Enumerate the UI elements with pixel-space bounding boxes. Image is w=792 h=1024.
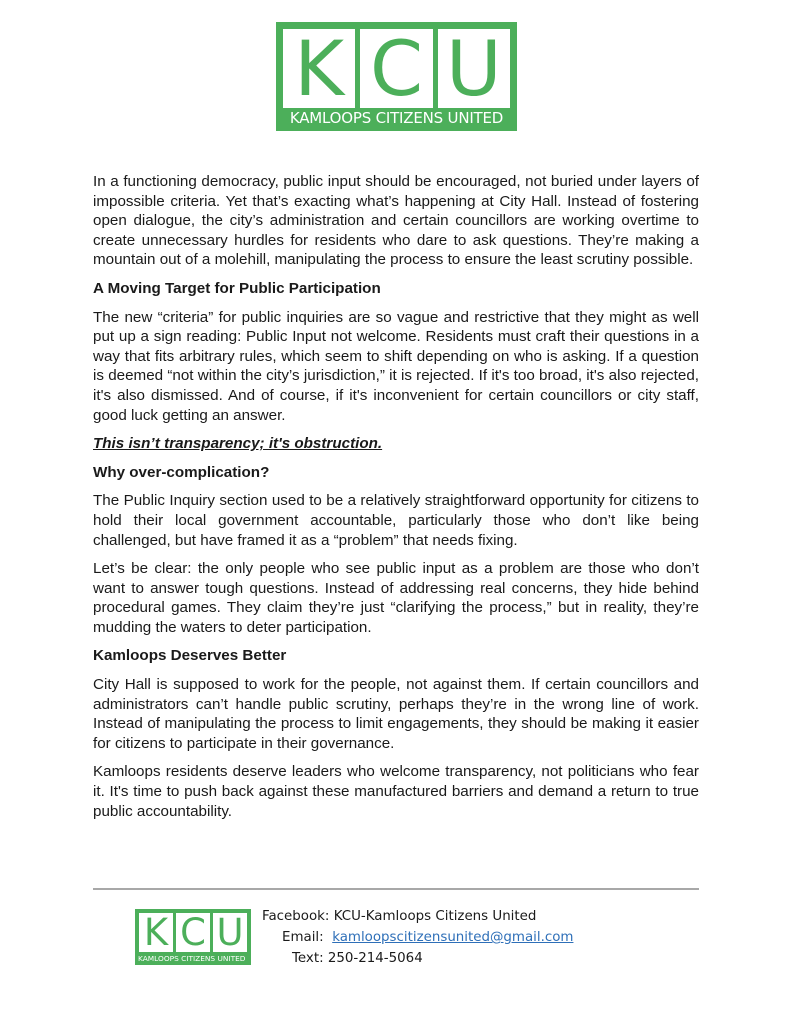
contact-facebook	[262, 906, 573, 927]
intro-paragraph: In a functioning democracy, public input should be encouraged, not buried under layers of impossible criteria. Yet that’s exacting what’s happening at City Hall. Instead of fostering open dialogue, the city’s administration and certain councillors are working overtime to create unnecessary hurdles for residents who dare to ask questions. They’re making a mountain out of a molehill, manipulating the process to ensure the least scrutiny possible.	[93, 173, 699, 269]
footer-logo-letter-c: C	[176, 913, 210, 952]
text-phone-number: 250-214-5064	[327, 951, 423, 966]
article-body	[93, 172, 699, 830]
email-label: Email:	[282, 930, 324, 945]
contact-email	[262, 927, 573, 948]
contact-info	[262, 906, 573, 969]
logo-tagline: KAMLOOPS CITIZENS UNITED	[289, 109, 504, 127]
facebook-label: Facebook:	[262, 909, 330, 924]
footer-kcu-logo	[135, 909, 251, 965]
obstruction-callout: This isn’t transparency; it's obstruction.	[93, 435, 383, 453]
section-heading-kamloops-deserves-better: Kamloops Deserves Better	[93, 647, 287, 665]
footer-logo-letter-u: U	[213, 913, 247, 952]
section-heading-over-complication: Why over-complication?	[93, 463, 270, 481]
moving-target-paragraph: The new “criteria” for public inquiries are so vague and restrictive that they might as well put up a sign reading: Public Input not welcome. Residents must craft their questions in a way that fits arbitrary rules, which seem to shift depending on who is asking. If a question is deemed “not within the city’s jurisdiction,” it is rejected. If it's too broad, it's also rejected, it's also dismissed. And of course, if it's inconvenient for certain councillors or city staff, good luck getting an answer.	[93, 308, 699, 424]
logo-letter-u: U	[438, 29, 510, 108]
logo-letter-c: C	[360, 29, 432, 108]
section-heading-moving-target: A Moving Target for Public Participation	[93, 279, 381, 297]
logo-letter-boxes	[283, 23, 510, 113]
footer-logo-letter-k: K	[139, 913, 173, 952]
facebook-value: KCU-Kamloops Citizens United	[333, 909, 537, 924]
email-link[interactable]: kamloopscitizensunited@gmail.com	[332, 930, 574, 945]
city-hall-paragraph: City Hall is supposed to work for the people, not against them. If certain councillors and administrators can’t handle public scrutiny, perhaps they’re in the wrong line of work. Instead of manipulating the process to limit engagements, they should be making it easier for citizens to participate in their governance.	[93, 676, 699, 752]
footer-logo-tagline: KAMLOOPS CITIZENS UNITED	[138, 954, 246, 963]
public-inquiry-paragraph: The Public Inquiry section used to be a relatively straightforward opportunity for citizens to hold their local government accountable, particularly those who don’t like being challenged, but have framed it as a “problem” that needs fixing.	[93, 492, 699, 549]
contact-text	[262, 948, 573, 969]
logo-letter-k: K	[283, 29, 355, 108]
text-label: Text:	[292, 951, 324, 966]
lets-be-clear-paragraph: Let’s be clear: the only people who see public input as a problem are those who don’t want to answer tough questions. Instead of addressing real concerns, they hide behind procedural games. They claim they’re just “clarifying the process,” but in reality, they’re mudding the waters to deter participation.	[93, 560, 699, 636]
footer-logo-letter-boxes	[139, 913, 247, 952]
footer-divider	[93, 888, 699, 890]
closing-paragraph: Kamloops residents deserve leaders who welcome transparency, not politicians who fear it. It's time to push back against these manufactured barriers and demand a return to true public accountability.	[93, 763, 699, 820]
kcu-logo	[276, 22, 517, 131]
